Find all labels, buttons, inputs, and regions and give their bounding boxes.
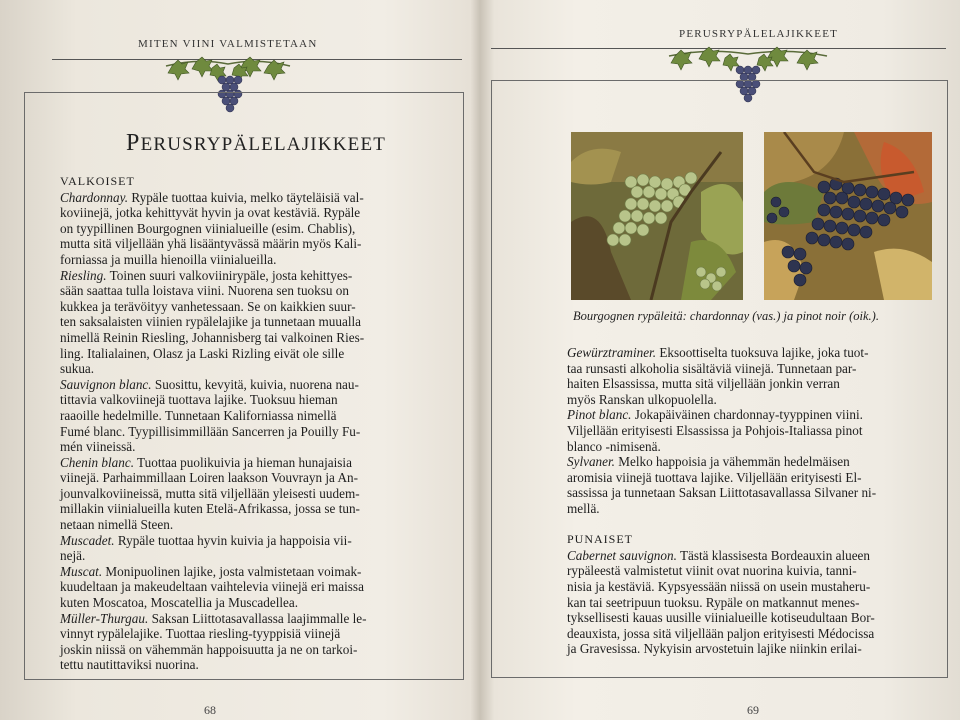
text-line: Gewürztraminer. Eksoottiselta tuoksuva lajike, joka tuot- — [567, 345, 869, 360]
text-line: nisia ja kestäviä. Kypsyessään niissä on usein mustaheru- — [567, 578, 871, 594]
text-line: kuudeltaan ja makeudeltaan vaihtelevia viinejä eri maissa — [60, 579, 364, 595]
text-line: Chardonnay. Rypäle tuottaa kuivia, melko täyteläisiä val- — [60, 189, 364, 205]
text-line: netaan nimellä Steen. — [60, 517, 174, 533]
text-line: tyksellisesti kauas uusille viinialueille kotiseudultaan Bor- — [567, 610, 875, 626]
text-line: on tyypillinen Bourgognen viinialueille (esim. Chablis), — [60, 220, 356, 236]
text-line: deauxista, jossa sitä viljellään paljon erityisesti Médocissa — [567, 625, 875, 641]
text-line: joskin niissä on vähemmän happoisuutta ja ne on tarkoi- — [60, 641, 358, 657]
text-line — [567, 517, 937, 533]
text-line: nimellä Reinin Riesling, Johannisberg tai valkoinen Ries- — [60, 329, 365, 345]
title-initial: P — [126, 130, 141, 156]
text-line: sukua. — [60, 361, 95, 377]
text-line: mutta sitä viljellään yhä lisääntyvässä määrin myös Kali- — [60, 236, 362, 252]
right-page — [483, 0, 960, 720]
text-line: aromisia viinejä tuottava lajike. Viljellään erityisesti El- — [567, 469, 862, 485]
text-line: viinejä. Parhaimmillaan Loiren laakson Vouvrayn ja An- — [60, 470, 358, 486]
text-line: vinnyt rypälelajike. Tuottaa riesling-tyyppisiä viinejä — [60, 626, 341, 642]
text-line: Viljellään erityisesti Elsassissa ja Pohjois-Italiassa pinot — [567, 422, 863, 438]
title-rest: ERUSRYPÄLELAJIKKEET — [140, 134, 387, 155]
text-line: Chenin blanc. Tuottaa puolikuivia ja hieman hunajaisia — [60, 454, 352, 470]
text-line: Cabernet sauvignon. Tästä klassisesta Bordeauxin alueen — [567, 547, 871, 563]
right-text-column — [567, 345, 937, 657]
text-line: tettu nautittaviksi nuorina. — [60, 657, 199, 673]
right-running-head: PERUSRYPÄLELAJIKKEET — [679, 28, 839, 40]
text-line: ten saksalaisten viinien rypälelajike ja tunnetaan muualla — [60, 314, 362, 330]
right-page-number: 69 — [747, 703, 759, 717]
chardonnay-grapes-photo — [571, 132, 743, 300]
pinot-noir-grapes-photo — [764, 132, 932, 300]
text-line: Sauvignon blanc. Suosittu, kevyitä, kuivia, nuorena nau- — [60, 376, 359, 392]
text-line: mellä. — [567, 500, 600, 516]
text-line: Fumé blanc. Tyypillisimmillään Sancerren ja Pouilly Fu- — [60, 423, 361, 439]
text-line: raaoille hedelmille. Tunnetaan Kaliforniassa nimellä — [60, 407, 337, 423]
text-line: VALKOISET — [60, 174, 135, 188]
photo-caption: Bourgognen rypäleitä: chardonnay (vas.) ja pinot noir (oik.). — [573, 309, 879, 323]
text-line: mén viineissä. — [60, 439, 136, 455]
text-line: tittavia valkoviinejä tuottava lajike. Tuoksuu hieman — [60, 392, 338, 408]
text-line: millakin viinialueilla kuten Etelä-Afrikassa, jossa se tun- — [60, 501, 360, 517]
left-running-head: MITEN VIINI VALMISTETAAN — [138, 38, 318, 50]
text-line: ling. Italialainen, Olasz ja Laski Rizling eivät ole sille — [60, 345, 345, 361]
text-line: koviinejä, jotka kehittyvät hyvin ja ovat kestäviä. Rypäle — [60, 205, 361, 221]
text-line: kuten Moscatoa, Moscatellia ja Muscadellea. — [60, 595, 299, 611]
text-line: kukkea ja terävöityy vanhetessaan. Se on kaikkien suur- — [60, 298, 356, 314]
text-line: haiten Elsassissa, mutta sitä viljellään jonkin verran — [567, 376, 840, 392]
text-line: rypäleestä valmistetut viinit ovat nuorina kuivia, tanni- — [567, 563, 857, 579]
text-line: nejä. — [60, 548, 86, 564]
text-line: PUNAISET — [567, 532, 634, 547]
text-line: sassissa ja tunnetaan Saksan Liittotasavallassa Silvaner ni- — [567, 485, 877, 501]
text-line: Müller-Thurgau. Saksan Liittotasavallassa laajimmalle le- — [60, 610, 367, 626]
text-line: forniassa ja muilla hienoilla viinialueilla. — [60, 251, 277, 267]
text-line: Riesling. Toinen suuri valkoviinirypäle, josta kehittyes- — [60, 267, 353, 283]
text-line: blanco -nimisenä. — [567, 438, 661, 454]
page-title — [126, 130, 386, 157]
left-text-column — [60, 174, 450, 673]
left-page-number: 68 — [204, 703, 216, 717]
text-line: kan tai seetripuun tuoksu. Rypäle on matkannut menes- — [567, 594, 860, 610]
text-line: ja Gravesissa. Nykyisin arvostetuin lajike niinkin erilai- — [567, 641, 862, 657]
text-line: taa runsasti alkoholia sisältäviä viinejä. Tunnetaan par- — [567, 360, 857, 376]
text-line: sään saattaa tulla loistava viini. Nuorena sen tuoksu on — [60, 283, 349, 299]
text-line: Muscadet. Rypäle tuottaa hyvin kuivia ja happoisia vii- — [60, 532, 352, 548]
text-line: Pinot blanc. Jokapäiväinen chardonnay-tyyppinen viini. — [567, 407, 863, 423]
text-line: Muscat. Monipuolinen lajike, josta valmistetaan voimak- — [60, 563, 362, 579]
text-line: Sylvaner. Melko happoisia ja vähemmän hedelmäisen — [567, 454, 850, 470]
text-line: jounvalkoviineissä, mutta sitä viljellään yleisesti uudem- — [60, 485, 360, 501]
text-line: myös Ranskan ulkopuolella. — [567, 391, 717, 407]
